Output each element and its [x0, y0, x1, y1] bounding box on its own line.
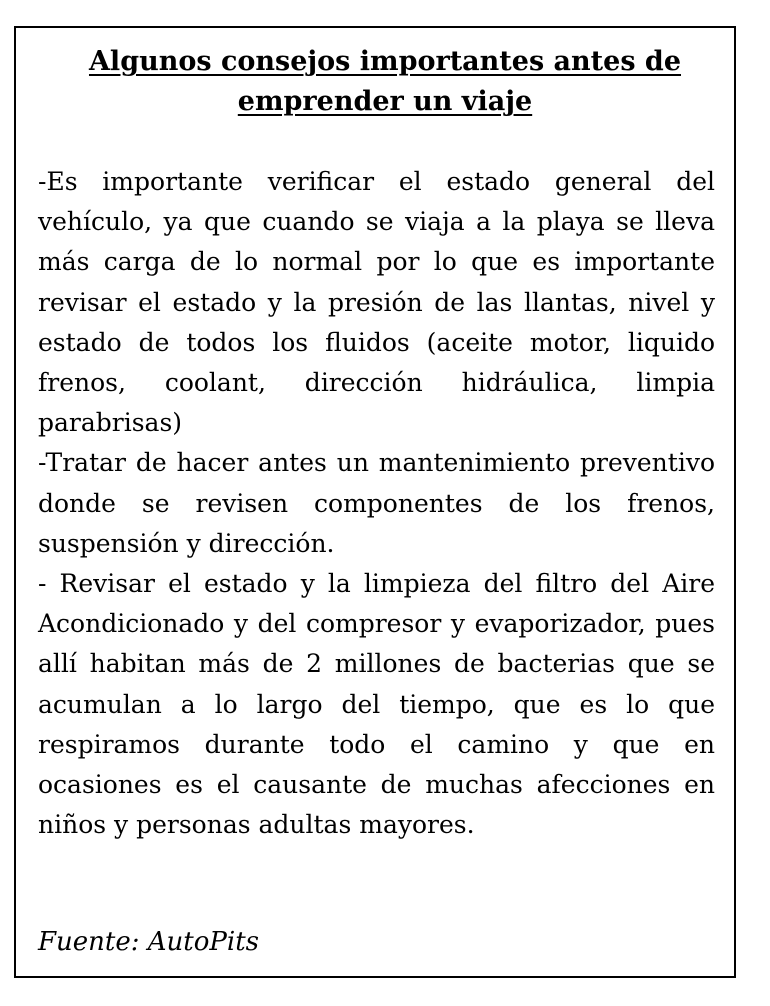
- document-title: Algunos consejos importantes antes de emprender un viaje: [88, 46, 681, 117]
- paragraph-vehicle-check: -Es importante verificar el estado general del vehículo, ya que cuando se viaja a la playa se lleva más carga de lo normal por lo que es importante revisar el estado y la presión de las llantas, nivel y estado de todos los fluidos (aceite motor, liquido frenos, coolant, dirección hidráulica, limpia parabrisas): [38, 167, 715, 438]
- paragraph-preventive-maintenance: -Tratar de hacer antes un mantenimiento preventivo donde se revisen componentes de los frenos, suspensión y dirección.: [38, 448, 715, 558]
- source-note: Fuente: AutoPits: [38, 927, 259, 957]
- document-body: [38, 162, 715, 845]
- paragraph-air-conditioning: - Revisar el estado y la limpieza del filtro del Aire Acondicionado y del compresor y evaporizador, pues allí habitan más de 2 millones de bacterias que se acumulan a lo largo del tiempo, que es lo que respiramos durante todo el camino y que en ocasiones es el causante de muchas afecciones en niños y personas adultas mayores.: [38, 569, 715, 840]
